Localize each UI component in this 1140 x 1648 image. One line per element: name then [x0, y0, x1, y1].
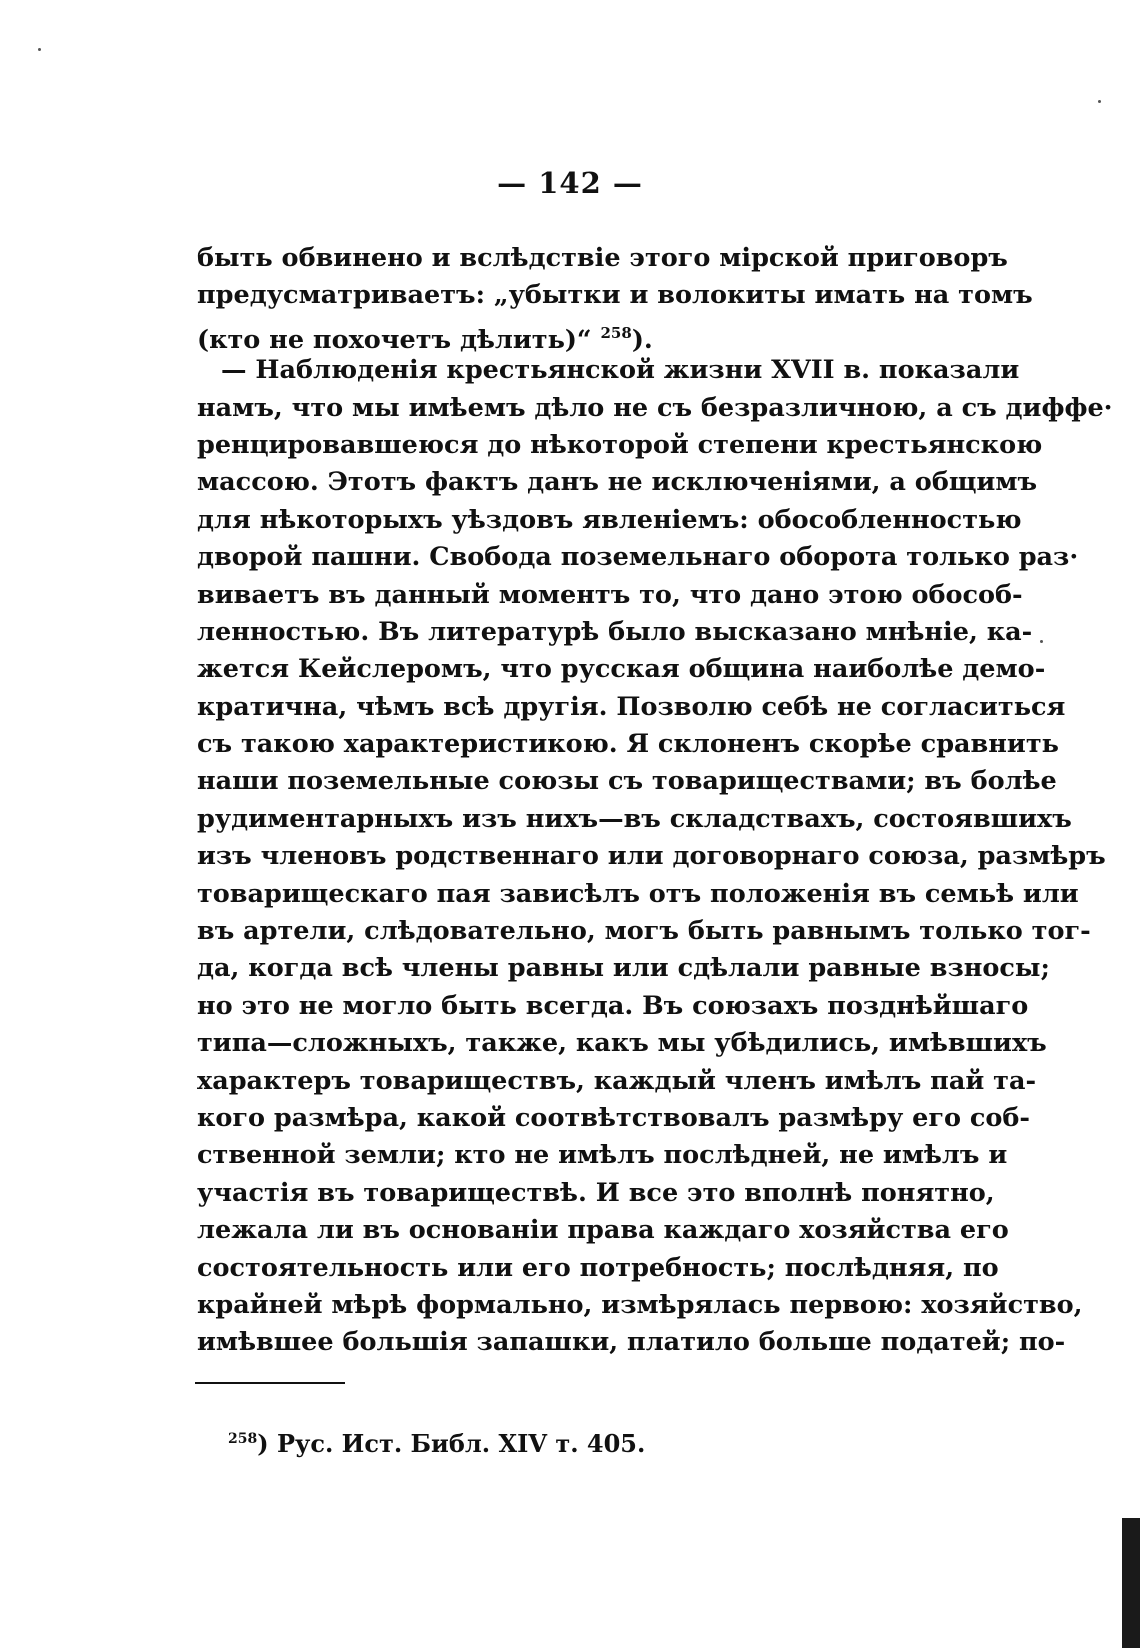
scan-speck — [1040, 640, 1043, 643]
text-line: ренцировавшеюся до нѣкоторой степени крестьянскою — [197, 429, 1043, 460]
text-line: изъ членовъ родственнаго или договорнаго союза, размѣръ — [197, 841, 1106, 872]
text-line: участія въ товариществѣ. И все это вполнѣ понятно, — [197, 1177, 995, 1208]
scan-edge-mark — [1122, 1518, 1140, 1648]
text-fragment: (кто не похочетъ дѣлить)“ — [197, 324, 592, 355]
text-line: имѣвшее большія запашки, платило больше податей; по- — [197, 1327, 1066, 1358]
page-number: — 142 — — [497, 166, 643, 200]
footnote-reference: 258 — [600, 323, 632, 342]
text-line: наши поземельные союзы съ товариществами; въ болѣе — [197, 766, 1057, 797]
text-line: для нѣкоторыхъ уѣздовъ явленіемъ: обособленностью — [197, 504, 1022, 535]
text-line: товарищескаго пая зависѣлъ отъ положенія въ семьѣ или — [197, 878, 1079, 909]
text-line: кого размѣра, какой соотвѣтствовалъ размѣру его соб- — [197, 1102, 1031, 1133]
footnote-rule — [195, 1382, 345, 1384]
scan-speck — [1098, 100, 1101, 103]
text-line: ственной земли; кто не имѣлъ послѣдней, не имѣлъ и — [197, 1140, 1008, 1171]
scan-speck — [38, 48, 41, 51]
text-line: крайней мѣрѣ формально, измѣрялась первою: хозяйство, — [197, 1289, 1083, 1320]
text-line: жется Кейслеромъ, что русская община наиболѣе демо- — [197, 654, 1046, 685]
text-line — [197, 315, 967, 355]
text-line: состоятельность или его потребность; послѣдняя, по — [197, 1252, 999, 1283]
footnote — [228, 1421, 645, 1462]
text-line: кратична, чѣмъ всѣ другія. Позволю себѣ не согласиться — [197, 691, 1066, 722]
text-line: но это не могло быть всегда. Въ союзахъ позднѣйшаго — [197, 990, 1029, 1021]
text-fragment: ). — [631, 324, 653, 355]
footnote-number: 258 — [228, 1431, 258, 1447]
text-line: лежала ли въ основаніи права каждаго хозяйства его — [197, 1215, 1009, 1246]
text-line: съ такою характеристикою. Я склоненъ скорѣе сравнить — [197, 729, 1059, 760]
text-line: рудиментарныхъ изъ нихъ—въ складствахъ, состоявшихъ — [197, 803, 1072, 834]
text-line: въ артели, слѣдовательно, могъ быть равнымъ только тог- — [197, 916, 1091, 947]
text-line: быть обвинено и вслѣдствіе этого мірской приговоръ — [197, 243, 1008, 273]
text-line: характеръ товариществъ, каждый членъ имѣлъ пай та- — [197, 1065, 1037, 1096]
text-line: типа—сложныхъ, также, какъ мы убѣдились, имѣвшихъ — [197, 1028, 1047, 1059]
text-line: да, когда всѣ члены равны или сдѣлали равные взносы; — [197, 953, 1050, 984]
body-text — [197, 240, 1113, 1362]
text-line: ленностью. Въ литературѣ было высказано мнѣніе, ка- — [197, 616, 1033, 647]
text-line: — Наблюденія крестьянской жизни XVII в. показали — [221, 355, 1020, 386]
text-line: предусматриваетъ: „убытки и волокиты имать на томъ — [197, 280, 1033, 311]
text-line: массою. Этотъ фактъ данъ не исключеніями, а общимъ — [197, 467, 1038, 498]
text-line: виваетъ въ данный моментъ то, что дано этою обособ- — [197, 579, 1023, 610]
footnote-text: ) Рус. Ист. Библ. XIV т. 405. — [257, 1429, 646, 1458]
text-line: дворой пашни. Свобода поземельнаго оборота только раз· — [197, 542, 1079, 573]
text-line: намъ, что мы имѣемъ дѣло не съ безразличною, а съ диффе· — [197, 392, 1113, 423]
